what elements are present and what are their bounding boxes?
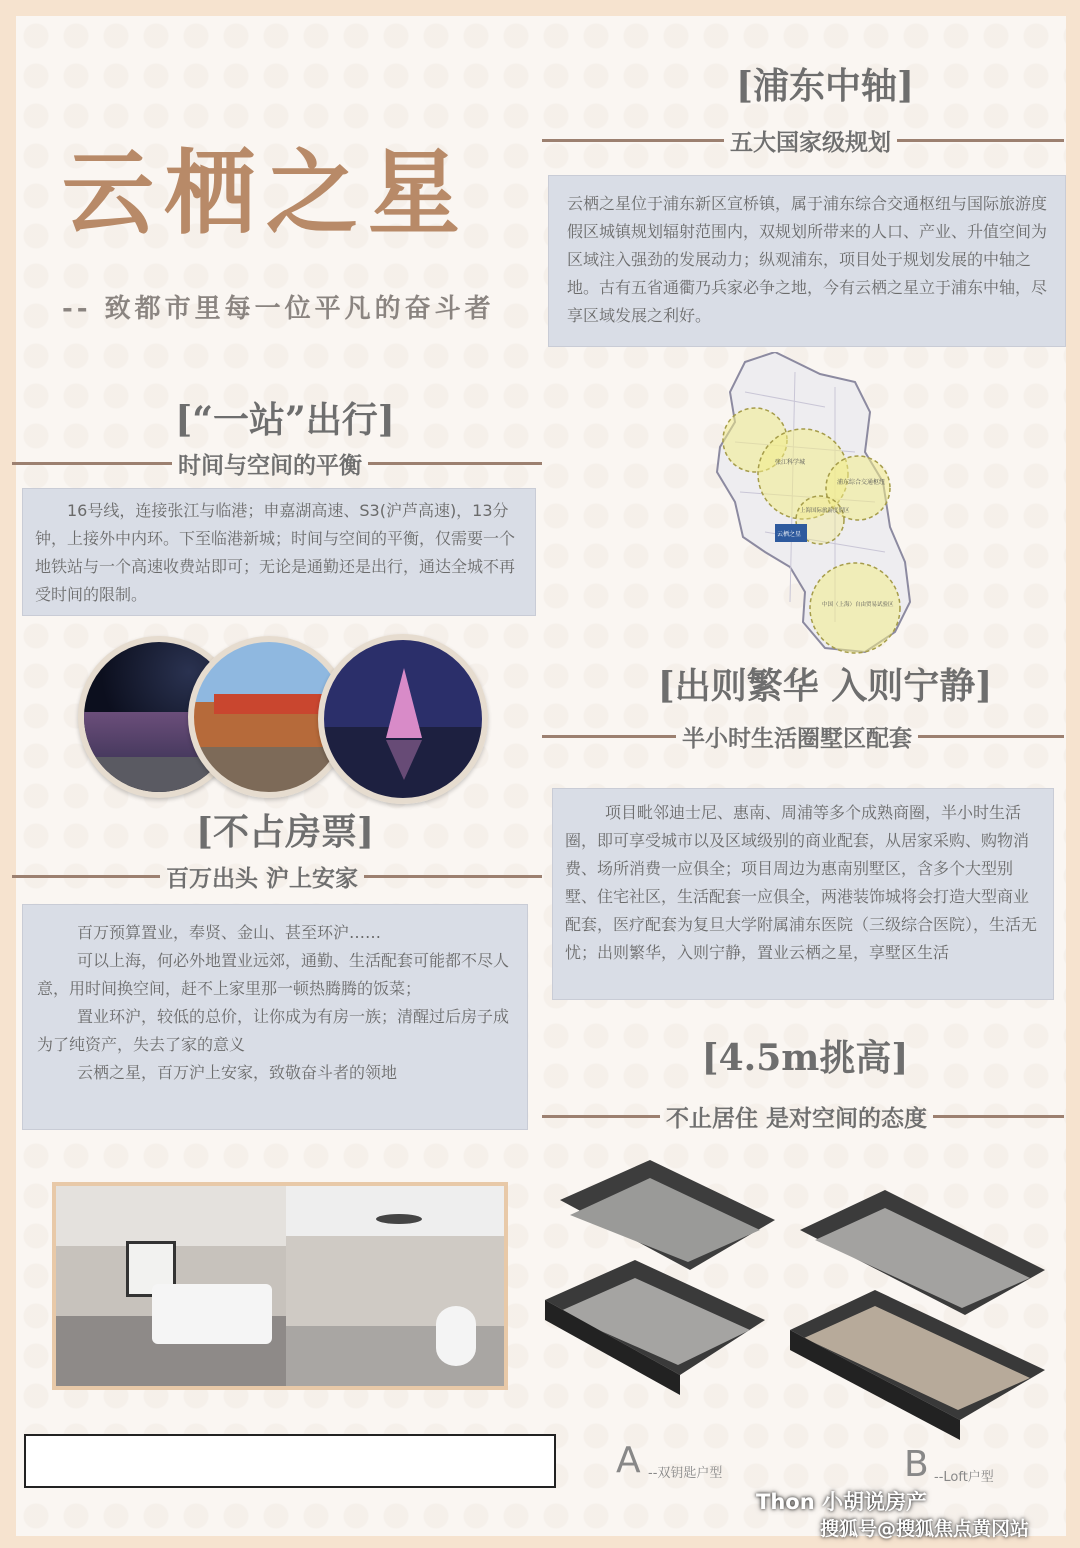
blank-banner (24, 1434, 556, 1488)
ceiling-lamp (376, 1214, 422, 1224)
height-subtitle: 不止居住 是对空间的态度 (666, 1105, 928, 1132)
divider-line (12, 875, 160, 878)
brand-title: 云栖之星 (62, 139, 471, 247)
floorplan-a (540, 1160, 780, 1450)
district-map (705, 352, 945, 662)
divider-line (933, 1115, 1064, 1118)
building-roof (214, 694, 324, 714)
photo-disney-castle (318, 634, 488, 804)
watermark-line1: Thon 小胡说房产 (756, 1490, 927, 1514)
divider-line (364, 875, 542, 878)
divider-line (368, 462, 542, 465)
price-section-title: [不占房票] (195, 811, 375, 853)
divider-line (542, 735, 676, 738)
floorplan-a-letter: A (616, 1440, 641, 1481)
map-label-resort: 上海国际旅游度假区 (800, 508, 850, 514)
floorplan-b-letter: B (904, 1444, 929, 1485)
map-label-zhangjiang: 张江科学城 (775, 459, 806, 466)
transport-subtitle: 时间与空间的平衡 (178, 452, 362, 479)
zone-circle (810, 563, 900, 653)
price-subtitle: 百万出头 沪上安家 (166, 865, 359, 892)
price-paragraph: 可以上海，何必外地置业远郊，通勤、生活配套可能都不尽人意，用时间换空间，赶不上家里那一顿热腾腾的饭菜； (37, 951, 510, 998)
living-view (286, 1186, 508, 1386)
divider-line (542, 139, 724, 142)
pudong-text-box (548, 175, 1066, 347)
washing-machine (436, 1306, 476, 1366)
price-paragraph: 云栖之星，百万沪上安家，致敬奋斗者的领地 (77, 1063, 398, 1082)
interior-photo (52, 1182, 508, 1390)
height-section-title: [4.5m挑高] (701, 1037, 909, 1079)
life-section-title: [出则繁华 入则宁静] (657, 665, 993, 707)
watermark-line2: 搜狐号@搜狐焦点黄冈站 (820, 1518, 1030, 1540)
life-subtitle-row (542, 720, 1064, 753)
height-subtitle-row (542, 1100, 1064, 1133)
pudong-section-title: [浦东中轴] (735, 65, 915, 107)
pudong-subtitle: 五大国家级规划 (730, 129, 891, 156)
castle-shape (386, 668, 422, 738)
map-label-ftz: 中国（上海）自由贸易试验区 (822, 602, 894, 608)
price-paragraph: 百万预算置业，奉贤、金山、甚至环沪…… (77, 923, 382, 942)
pudong-subtitle-row (542, 124, 1064, 157)
floorplan-a-label: --双钥匙户型 (648, 1466, 723, 1481)
price-text-box (22, 904, 528, 1130)
price-paragraph: 置业环沪，较低的总价，让你成为有房一族；清醒过后房子成为了纯资产，失去了家的意义 (37, 1007, 510, 1054)
transport-subtitle-row (12, 447, 542, 480)
bed (152, 1284, 272, 1344)
transport-body: 16号线，连接张江与临港；申嘉湖高速、S3(沪芦高速)，13分钟，上接外中内环。下至临港新城；时间与空间的平衡，仅需要一个地铁站与一个高速收费站即可；无论是通勤还是出行，通达全城不再受时间的限制。 (35, 501, 516, 604)
pudong-body: 云栖之星位于浦东新区宣桥镇，属于浦东综合交通枢纽与国际旅游度假区城镇规划辐射范围内，双规划所带来的人口、产业、升值空间为区域注入强劲的发展动力；纵观浦东，项目处于规划发展的中轴之地。古有五省通衢乃兵家必争之地，今有云栖之星立于浦东中轴，尽享区域发展之利好。 (567, 194, 1048, 325)
map-label-hub: 浦东综合交通枢纽 (837, 479, 886, 486)
divider-line (12, 462, 172, 465)
bedroom-view (56, 1186, 286, 1386)
price-subtitle-row (12, 860, 542, 893)
life-subtitle: 半小时生活圈墅区配套 (682, 725, 912, 752)
transport-text-box (22, 488, 536, 616)
map-label-project: 云栖之星 (777, 531, 802, 538)
castle-reflection (386, 740, 422, 780)
divider-line (918, 735, 1064, 738)
floorplan-b-label: --Loft户型 (934, 1470, 994, 1485)
floorplan-b (790, 1190, 1060, 1460)
divider-line (542, 1115, 660, 1118)
life-body: 项目毗邻迪士尼、惠南、周浦等多个成熟商圈，半小时生活圈，即可享受城市以及区域级别的商业配套，从居家采购、购物消费、场所消费一应俱全；项目周边为惠南别墅区，含多个大型别墅、住宅社区，生活配套一应俱全，两港装饰城将会打造大型商业配套，医疗配套为复旦大学附属浦东医院（三级综合医院），生活无忧；出则繁华，入则宁静，置业云栖之星，享墅区生活 (565, 803, 1038, 962)
divider-line (897, 139, 1064, 142)
brand-slogan: -- 致都市里每一位平凡的奋斗者 (62, 294, 495, 324)
life-text-box (552, 788, 1054, 1000)
transport-section-title: [“一站”出行] (175, 399, 395, 441)
